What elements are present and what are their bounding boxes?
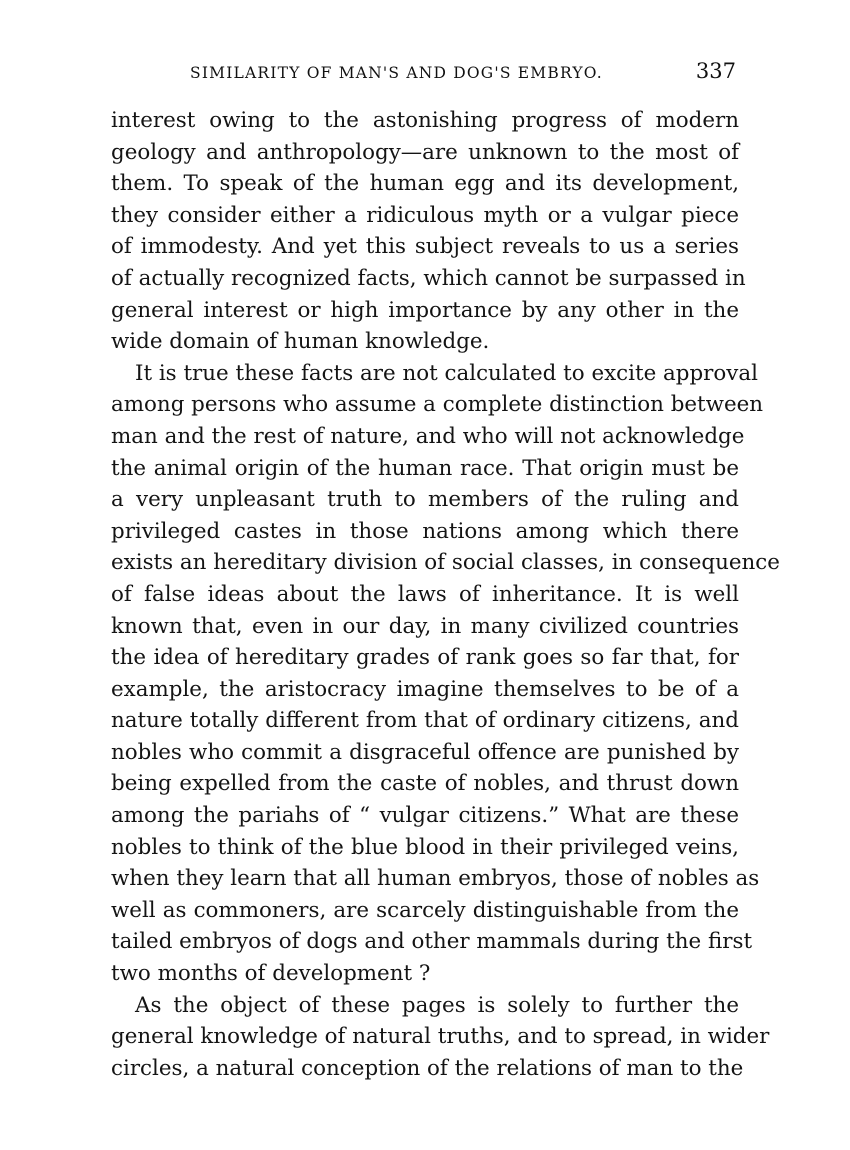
paragraph-2 — [111, 358, 780, 990]
paragraph-3 — [111, 990, 770, 1085]
text-line: It is true these facts are not calculated to excite approval — [135, 360, 758, 386]
text-line: nature totally different from that of ordinary citizens, and — [111, 708, 739, 734]
text-line: well as commoners, are scarcely distinguishable from the — [111, 897, 739, 923]
page-number: 337 — [695, 59, 736, 83]
text-line: they consider either a ridiculous myth or a vulgar piece — [111, 202, 739, 228]
text-line: geology and anthropology—are unknown to the most of — [111, 139, 739, 165]
text-line: general knowledge of natural truths, and to spread, in wider — [111, 1024, 770, 1050]
running-title: SIMILARITY OF MAN'S AND DOG'S EMBRYO. — [190, 64, 603, 82]
text-line: the animal origin of the human race. That origin must be — [111, 455, 739, 481]
text-line: a very unpleasant truth to members of the ruling and — [111, 487, 739, 513]
text-line: of immodesty. And yet this subject reveals to us a series — [111, 234, 739, 260]
text-line: wide domain of human knowledge. — [111, 329, 490, 355]
paragraph-1 — [111, 105, 746, 358]
running-head — [110, 59, 738, 90]
text-line: example, the aristocracy imagine themselves to be of a — [111, 676, 739, 702]
text-line: of actually recognized facts, which cannot be surpassed in — [111, 265, 746, 291]
text-line: privileged castes in those nations among which there — [111, 518, 739, 544]
text-line: man and the rest of nature, and who will not acknowledge — [111, 423, 745, 449]
text-line: circles, a natural conception of the relations of man to the — [111, 1055, 744, 1081]
text-line: two months of development ? — [111, 961, 431, 987]
text-line: being expelled from the caste of nobles, and thrust down — [111, 771, 739, 797]
text-line: As the object of these pages is solely to further the — [135, 992, 739, 1018]
text-line: tailed embryos of dogs and other mammals during the first — [111, 929, 753, 955]
text-line: nobles who commit a disgraceful offence are punished by — [111, 739, 739, 765]
text-line: interest owing to the astonishing progress of modern — [111, 108, 739, 133]
text-line: of false ideas about the laws of inheritance. It is well — [111, 581, 739, 607]
text-line: when they learn that all human embryos, those of nobles as — [111, 866, 760, 892]
text-line: nobles to think of the blue blood in their privileged veins, — [111, 834, 739, 860]
text-line: among persons who assume a complete distinction between — [111, 392, 764, 418]
text-line: exists an hereditary division of social classes, in consequence — [111, 550, 780, 576]
text-line: them. To speak of the human egg and its development, — [111, 171, 739, 197]
text-line: among the pariahs of “ vulgar citizens.” What are these — [111, 803, 739, 829]
text-line: general interest or high importance by any other in the — [111, 297, 739, 323]
text-line: known that, even in our day, in many civilized countries — [111, 613, 739, 639]
text-line: the idea of hereditary grades of rank goes so far that, for — [111, 645, 739, 671]
body-text — [111, 105, 780, 1084]
